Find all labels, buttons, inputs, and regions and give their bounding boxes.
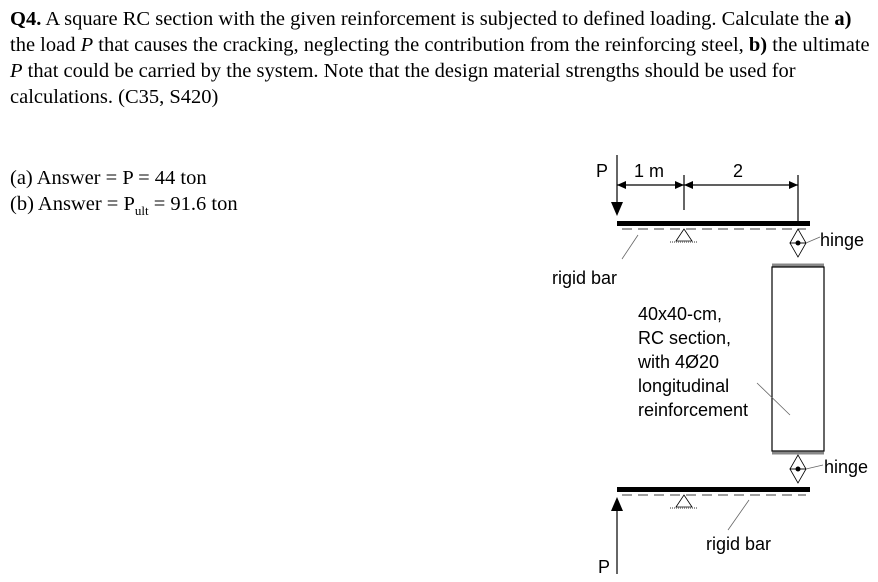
part-b-label: b) <box>748 34 768 56</box>
load-top-arrow <box>611 202 623 216</box>
hinge-top-pin <box>796 241 801 246</box>
rigid-bar-top-label: rigid bar <box>552 268 618 288</box>
leader-rigid-bar-top <box>622 235 638 259</box>
pin-support-top <box>676 229 692 241</box>
question-text: Q4. A square RC section with the given reinforcement is subjected to defined loading. Calculate the a) the load P that causes the cracking, neglecting the contribution from the reinforcing steel, b) the ultimate P that could be carried by the system. Note that the design material strengths should be used for calculations. (C35, S420) <box>10 8 870 108</box>
section-desc-line1: 40x40-cm, <box>638 304 723 324</box>
hinge-bottom-pin <box>796 467 801 472</box>
hinge-top-label: hinge <box>820 230 865 250</box>
answer-b: (b) Answer = $P_{ult} = 91.6$ ton <box>10 193 238 219</box>
pin-support-bottom <box>676 495 692 507</box>
load-bottom-arrow <box>611 497 623 511</box>
dimension-1m-label: 1 m <box>634 161 665 181</box>
rigid-bar-bottom <box>617 487 810 492</box>
load-top-label: P <box>596 161 609 181</box>
answer-a: (a) Answer = P = 44 ton <box>10 167 207 189</box>
hinge-bottom-label: hinge <box>824 457 869 477</box>
rigid-bar-top <box>617 221 810 226</box>
part-a-label: a) <box>834 8 852 30</box>
section-desc-line4: longitudinal <box>638 376 730 396</box>
dimension-2-label: 2 <box>733 161 744 181</box>
rigid-bar-bottom-label: rigid bar <box>706 534 772 554</box>
section-desc-line3: with 4Ø20 <box>638 352 720 372</box>
section-desc-line5: reinforcement <box>638 400 749 420</box>
rc-column <box>772 267 824 451</box>
leader-section <box>757 383 790 415</box>
question-number: Q4. <box>10 8 42 30</box>
leader-rigid-bar-bottom <box>728 500 749 530</box>
section-desc-line2: RC section, <box>638 328 732 348</box>
load-bottom-label: P <box>598 557 611 577</box>
